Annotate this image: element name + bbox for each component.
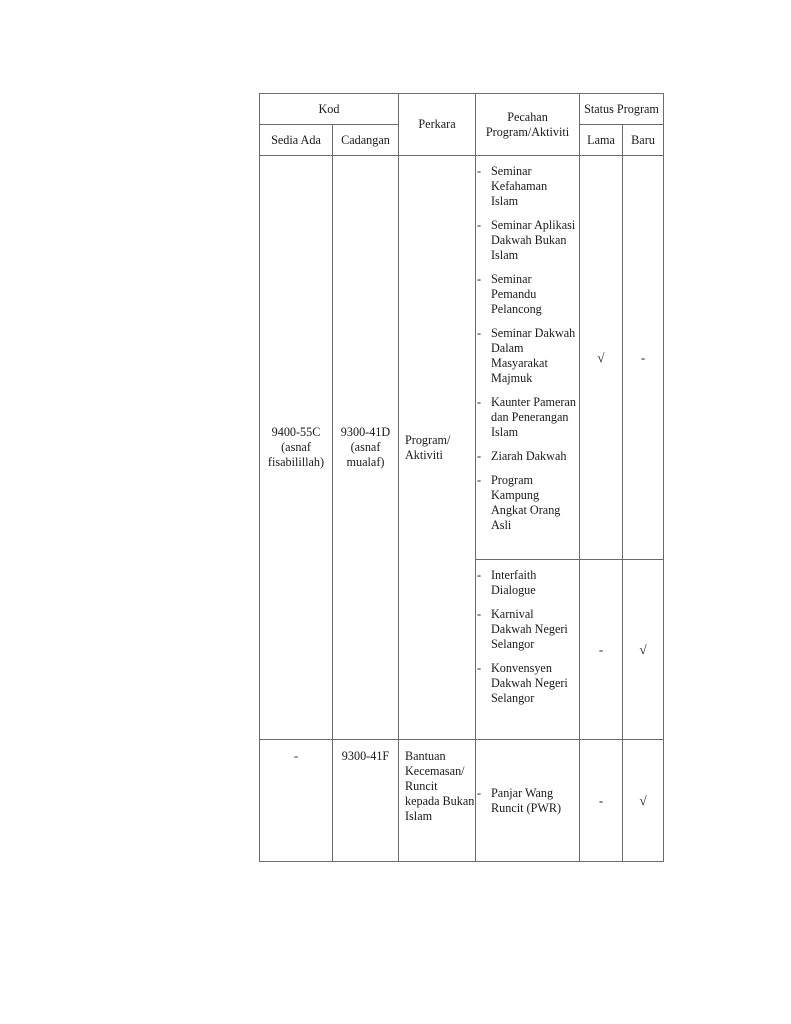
list-item: - Ziarah Dakwah xyxy=(477,449,567,463)
cadangan-cell: 9300-41F xyxy=(333,740,399,862)
activities-cell xyxy=(476,560,580,740)
list-item: - Seminar Dakwah Dalam Masyarakat Majmuk xyxy=(477,326,576,385)
perkara-cell: Program/ Aktiviti xyxy=(399,156,476,740)
sedia-ada-cell: - xyxy=(260,740,333,862)
status-baru-mark: - xyxy=(623,156,664,560)
perkara-cell: Bantuan Kecemasan/ Runcit kepada Bukan Islam xyxy=(399,740,476,862)
status-lama-mark: - xyxy=(580,740,623,862)
list-item: - Panjar Wang Runcit (PWR) xyxy=(477,785,562,815)
sedia-ada-cell: 9400-55C (asnaf fisabilillah) xyxy=(260,156,333,740)
header-lama: Lama xyxy=(580,125,623,156)
header-perkara: Perkara xyxy=(399,94,476,156)
cadangan-cell: 9300-41D (asnaf mualaf) xyxy=(333,156,399,740)
list-item: - Konvensyen Dakwah Negeri Selangor xyxy=(477,661,568,705)
activity-list xyxy=(476,786,579,816)
header-sedia-ada: Sedia Ada xyxy=(260,125,333,156)
activity-list xyxy=(476,560,579,712)
activities-cell xyxy=(476,740,580,862)
header-status: Status Program xyxy=(580,94,664,125)
activity-list xyxy=(476,156,579,539)
program-table xyxy=(259,93,664,862)
list-item: - Program Kampung Angkat Orang Asli xyxy=(477,473,561,532)
status-lama-mark: - xyxy=(580,560,623,740)
status-baru-mark: √ xyxy=(623,740,664,862)
list-item: - Seminar Aplikasi Dakwah Bukan Islam xyxy=(477,218,576,262)
table-row xyxy=(260,740,664,862)
header-kod: Kod xyxy=(260,94,399,125)
activities-cell xyxy=(476,156,580,560)
list-item: - Kaunter Pameran dan Penerangan Islam xyxy=(477,395,576,439)
header-cadangan: Cadangan xyxy=(333,125,399,156)
list-item: - Seminar Pemandu Pelancong xyxy=(477,272,542,316)
table-row xyxy=(260,156,664,560)
status-baru-mark: √ xyxy=(623,560,664,740)
list-item: - Seminar Kefahaman Islam xyxy=(477,164,548,208)
header-pecahan: Pecahan Program/Aktiviti xyxy=(476,94,580,156)
list-item: - Interfaith Dialogue xyxy=(477,568,537,597)
list-item: - Karnival Dakwah Negeri Selangor xyxy=(477,607,568,651)
header-baru: Baru xyxy=(623,125,664,156)
status-lama-mark: √ xyxy=(580,156,623,560)
